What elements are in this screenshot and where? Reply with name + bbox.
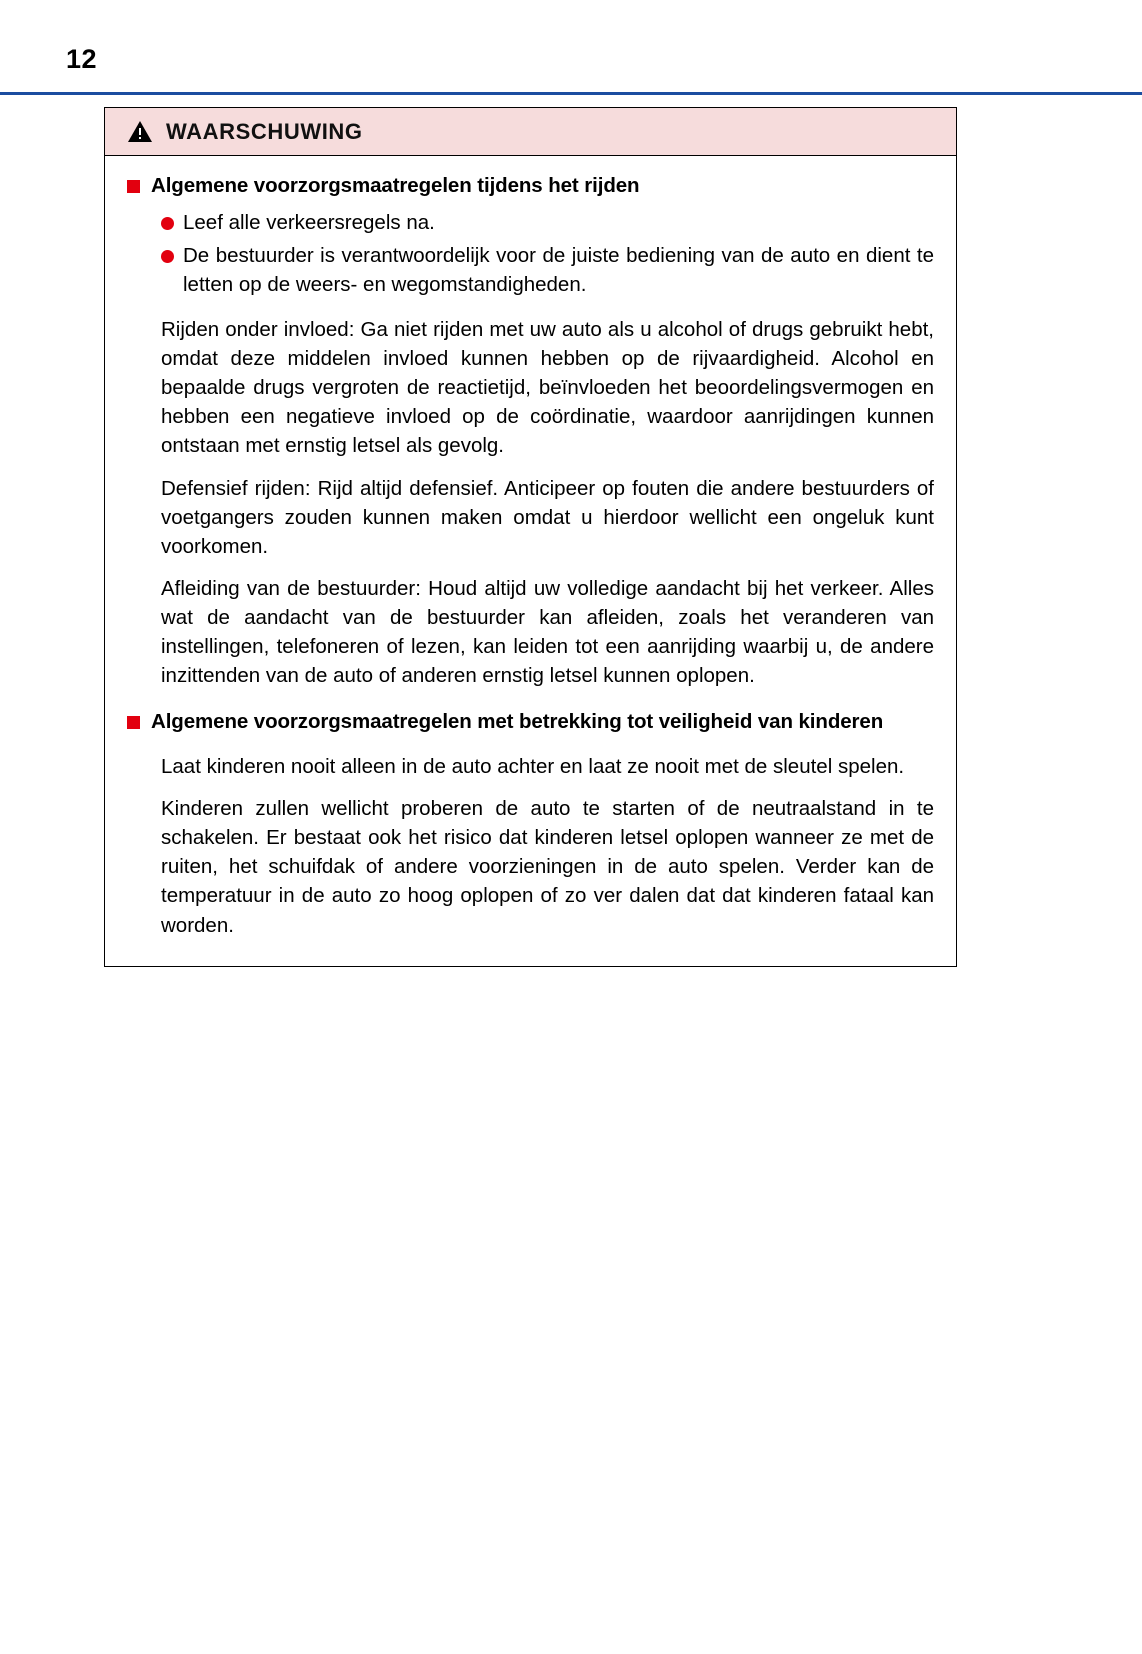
list-item-text: Leef alle verkeersregels na. [183, 210, 435, 234]
round-bullet-icon [161, 217, 174, 230]
section-heading [127, 708, 934, 736]
section-heading-label: Algemene voorzorgsmaatregelen tijdens het rijden [151, 174, 640, 197]
warning-box [104, 107, 957, 967]
warning-triangle-icon [127, 120, 153, 143]
paragraph: Afleiding van de bestuurder: Houd altijd uw volledige aandacht bij het verkeer. Alles wat de aandacht van de bestuurder kan afleiden, zoals het veranderen van instellingen, telefoneren of lezen, kan leiden tot een aanrijding waarbij u, de andere inzittenden van de auto of anderen ernstig letsel kunnen oplopen. [161, 576, 934, 688]
page-number: 12 [66, 44, 98, 74]
round-bullet-icon [161, 250, 174, 263]
list-item-text: De bestuurder is verantwoordelijk voor de juiste bediening van de auto en dient te letten op de weers- en wegomstandigheden. [183, 243, 934, 296]
warning-title: WAARSCHUWING [166, 118, 363, 144]
paragraph: Kinderen zullen wellicht proberen de auto te starten of de neutraalstand in te schakelen. Er bestaat ook het risico dat kinderen letsel oplopen wanneer ze met de ruiten, het schuifdak of andere voorzieningen in de auto spelen. Verder kan de temperatuur in de auto zo hoog oplopen of zo ver dalen dat dat kinderen fataal kan worden. [161, 797, 934, 937]
section-heading [127, 172, 934, 200]
warning-title-bar [105, 108, 956, 156]
square-bullet-icon [127, 180, 140, 193]
section-heading-label: Algemene voorzorgsmaatregelen met betrekking tot veiligheid van kinderen [151, 710, 884, 734]
list-item [161, 208, 934, 237]
paragraph: Defensief rijden: Rijd altijd defensief. Anticipeer op fouten die andere bestuurders of voetgangers zouden kunnen maken omdat u hierdoor wellicht een ongeluk kunt voorkomen. [161, 476, 934, 558]
paragraph: Rijden onder invloed: Ga niet rijden met uw auto als u alcohol of drugs gebruikt hebt, omdat deze middelen invloed kunnen hebben op de rijvaardigheid. Alcohol en bepaalde drugs vergroten de reactietijd, beïnvloeden het beoordelingsvermogen en hebben een negatieve invloed op de coördinatie, waardoor aanrijdingen kunnen ontstaan met ernstig letsel als gevolg. [161, 318, 934, 458]
page-header [0, 32, 1142, 94]
warning-body [105, 156, 956, 966]
list-item [161, 241, 934, 299]
square-bullet-icon [127, 716, 140, 729]
header-divider [0, 92, 1142, 95]
paragraph: Laat kinderen nooit alleen in de auto achter en laat ze nooit met de sleutel spelen. [161, 754, 905, 778]
